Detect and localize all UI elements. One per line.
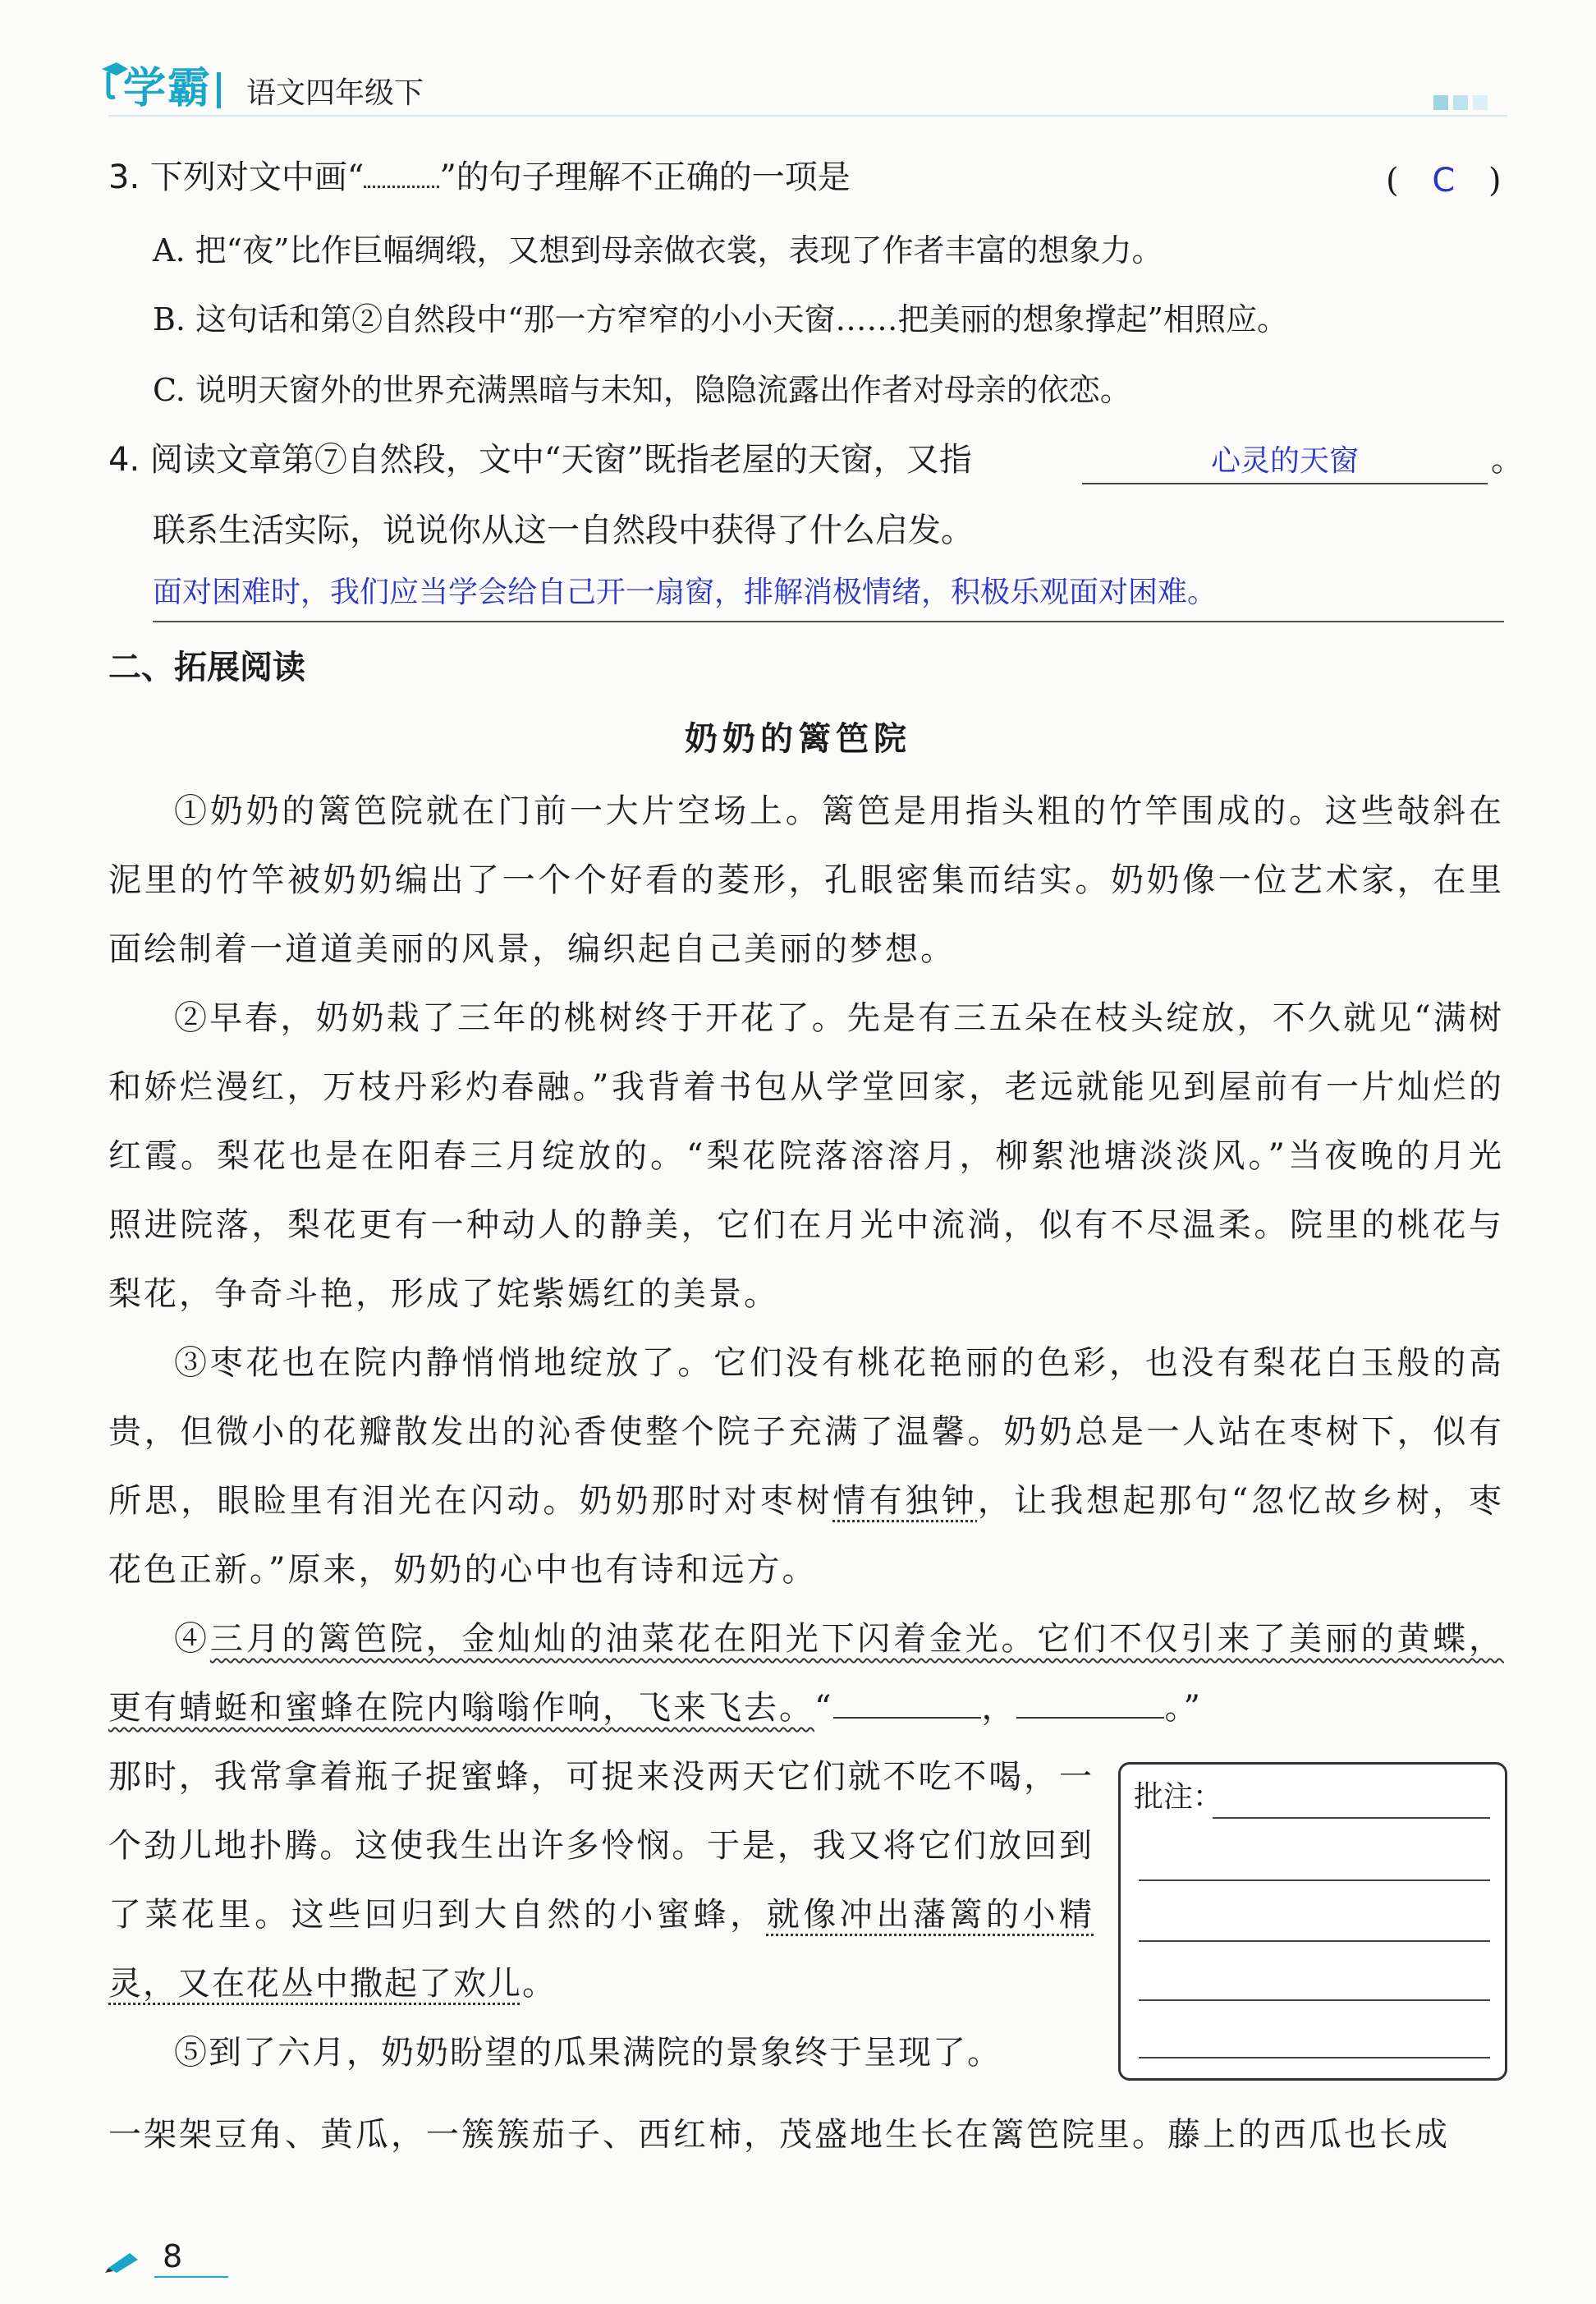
header-decoration (1433, 95, 1488, 110)
question-3-stem: 3. 下列对文中画“ ”的句子理解不正确的一项是 (108, 158, 851, 196)
header-divider (217, 72, 221, 108)
paragraph-4-top: ④三月的篱笆院，金灿灿的油菜花在阳光下闪着金光。它们不仅引来了美丽的黄蝶，更有蜻蜓和蜜蜂在院内嗡嗡作响，飞来飞去。“ ， 。” (108, 1620, 1504, 1727)
paragraph-2: ②早春，奶奶栽了三年的桃树终于开花了。先是有三五朵在枝头绽放，不久就见“满树和娇烂漫红，万枝丹彩灼春融。”我背着书包从学堂回家，老远就能见到屋前有一片灿烂的红霞。梨花也是在阳春三月绽放的。“梨花院落溶溶月，柳絮池塘淡淡风。”当夜晚的月光照进院落，梨花更有一种动人的静美，它们在月光中流淌，似有不尽温柔。院里的桃花与梨花，争奇斗艳，形成了姹紫嫣红的美景。 (108, 999, 1504, 1313)
annotation-label: 批注： (1134, 1780, 1223, 1814)
option-b: B. 这句话和第②自然段中“那一方窄窄的小小天窗……把美丽的想象撑起”相照应。 (153, 301, 1288, 337)
passage-body (108, 777, 1504, 1604)
brand-logo: 学霸 (123, 64, 213, 113)
annotation-line (1139, 1940, 1490, 1942)
paragraph-1: ①奶奶的篱笆院就在门前一大片空场上。篱笆是用指头粗的竹竿围成的。这些敧斜在泥里的竹竿被奶奶编出了一个个好看的菱形，孔眼密集而结实。奶奶像一位艺术家，在里面绘制着一道道美丽的风景，编织起自己美丽的梦想。 (108, 792, 1504, 968)
paragraph-5-start: ⑤到了六月，奶奶盼望的瓜果满院的景象终于呈现了。 (174, 2034, 1002, 2072)
fill-blank-1[interactable] (833, 1687, 981, 1719)
fill-blank-2[interactable] (1016, 1687, 1164, 1719)
question-4-answer: 面对困难时，我们应当学会给自己开一扇窗，排解消极情绪，积极乐观面对困难。 (153, 576, 1218, 609)
question-4-blank: 心灵的天窗 (1082, 443, 1488, 484)
section-heading: 二、拓展阅读 (108, 649, 305, 686)
header-rule (108, 115, 1507, 117)
annotation-line (1139, 2057, 1490, 2058)
footer-rule (154, 2276, 228, 2278)
question-3-answer: ( C ) (1386, 162, 1502, 200)
wavy-blank-mark (364, 161, 439, 188)
option-a: A. 把“夜”比作巨幅绸缎，又想到母亲做衣裳，表现了作者丰富的想象力。 (153, 232, 1163, 268)
annotation-line (1213, 1817, 1490, 1819)
page-number: 8 (163, 2238, 183, 2274)
annotation-box[interactable] (1118, 1762, 1507, 2081)
book-title: 语文四年级下 (246, 76, 424, 110)
paragraph-4-bottom: 那时，我常拿着瓶子捉蜜蜂，可捉来没两天它们就不吃不喝，一个劲儿地扑腾。这使我生出许多怜悯。于是，我又将它们放回到了菜花里。这些回归到大自然的小蜜蜂，就像冲出藩篱的小精灵，又在花丛中撒起了欢儿。 ⑤到了六月，奶奶盼望的瓜果满院的景象终于呈现了。 (108, 1742, 1094, 2087)
answer-mark: C (1432, 162, 1456, 200)
annotation-line (1139, 1999, 1490, 2001)
pencil-icon (105, 2250, 143, 2273)
answer-rule (153, 621, 1504, 622)
annotation-line (1139, 1879, 1490, 1881)
wavy-underlined-sentence: 三月的篱笆院，金灿灿的油菜花在阳光下闪着金光。它们不仅引来了美丽的黄蝶，更有蜻蜓和蜜蜂在院内嗡嗡作响，飞来飞去。 (108, 1620, 1504, 1727)
question-4-period: 。 (1491, 441, 1524, 479)
question-4-stem-2: 联系生活实际，说说你从这一自然段中获得了什么启发。 (153, 512, 974, 549)
dotted-phrase: 情有独钟 (832, 1482, 978, 1520)
question-4-stem: 4. 阅读文章第⑦自然段，文中“天窗”既指老屋的天窗，又指 (108, 441, 972, 479)
paragraph-5-continued: 一架架豆角、黄瓜，一簇簇茄子、西红柿，茂盛地生长在篱笆院里。藤上的西瓜也长成 (108, 2116, 1450, 2154)
dotted-sentence: 就像冲出藩篱的小精灵，又在花丛中撒起了欢儿 (108, 1896, 1094, 2003)
option-c: C. 说明天窗外的世界充满黑暗与未知，隐隐流露出作者对母亲的依恋。 (153, 372, 1131, 408)
paragraph-3: ③枣花也在院内静悄悄地绽放了。它们没有桃花艳丽的色彩，也没有梨花白玉般的高贵，但微小的花瓣散发出的沁香使整个院子充满了温馨。奶奶总是一人站在枣树下，似有所思，眼睑里有泪光在闪动。奶奶那时对枣树情有独钟，让我想起那句“忽忆故乡树，枣花色正新。”原来，奶奶的心中也有诗和远方。 (108, 1344, 1505, 1589)
passage-title: 奶奶的篱笆院 (685, 719, 911, 758)
